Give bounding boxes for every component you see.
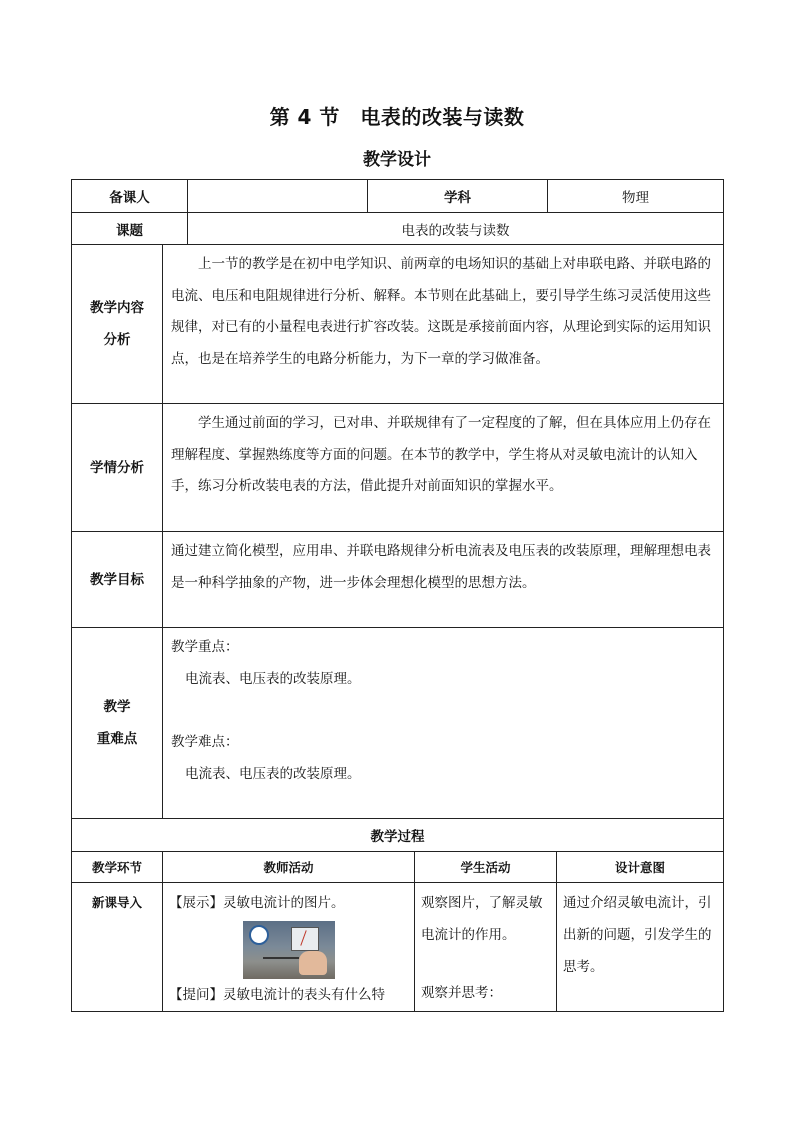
- objectives-text: 通过建立简化模型，应用串、并联电路规律分析电流表及电压表的改装原理，理解理想电表是一种科学抽象的产物，进一步体会理想化模型的思想方法。: [163, 532, 724, 628]
- content-analysis-label-line1: 教学内容: [90, 300, 144, 316]
- design-intent: 通过介绍灵敏电流计，引出新的问题，引发学生的思考。: [557, 883, 724, 1012]
- student-activity: [415, 883, 557, 1012]
- process-title: 教学过程: [72, 819, 724, 852]
- logo-mark: [249, 925, 269, 945]
- preparer-label: 备课人: [72, 180, 188, 213]
- topic-label: 课题: [72, 213, 188, 245]
- student-activity-line2: 观察并思考：: [421, 985, 502, 1001]
- wire: [263, 957, 299, 959]
- info-row: [72, 180, 724, 213]
- spacer: [421, 951, 550, 977]
- key-points-label: [72, 628, 163, 819]
- difficult-point-heading: 教学难点：: [171, 734, 239, 750]
- content-analysis-label: [72, 245, 163, 404]
- subject-label: 学科: [368, 180, 548, 213]
- key-points-row: [72, 628, 724, 819]
- key-point-text: 电流表、电压表的改装原理。: [185, 670, 361, 687]
- hand: [299, 951, 327, 975]
- student-analysis-label: 学情分析: [72, 404, 163, 532]
- teacher-activity-line2: 【提问】灵敏电流计的表头有什么特: [169, 987, 385, 1003]
- topic-value: 电表的改装与读数: [188, 213, 724, 245]
- teacher-activity: [163, 883, 415, 1012]
- spacer: [171, 695, 715, 727]
- key-points-label-line2: 重难点: [96, 731, 138, 747]
- preparer-value: [188, 180, 368, 213]
- objectives-label: 教学目标: [72, 532, 163, 628]
- process-row: [72, 883, 724, 1012]
- header-stage: 教学环节: [72, 852, 163, 883]
- process-title-row: [72, 819, 724, 852]
- content-analysis-label-line2: 分析: [103, 332, 131, 348]
- key-points-content: [163, 628, 724, 819]
- process-stage: 新课导入: [72, 883, 163, 1012]
- lesson-plan-table: [71, 179, 724, 1012]
- content-analysis-row: [72, 245, 724, 404]
- key-point-heading: 教学重点：: [171, 639, 239, 655]
- student-activity-line1: 观察图片，了解灵敏电流计的作用。: [421, 895, 543, 943]
- content-analysis-text: 上一节的教学是在初中电学知识、前两章的电场知识的基础上对串联电路、并联电路的电流、电压和电阻规律进行分析、解释。本节则在此基础上，要引导学生练习灵活使用这些规律，对已有的小量程电表进行扩容改装。这既是承接前面内容，从理论到实际的运用知识点，也是在培养学生的电路分析能力，为下一章的学习做准备。: [163, 245, 724, 404]
- galvanometer-photo: [243, 921, 335, 979]
- student-analysis-text: 学生通过前面的学习，已对串、并联规律有了一定程度的了解，但在具体应用上仍存在理解程度、掌握熟练度等方面的问题。在本节的教学中，学生将从对灵敏电流计的认知入手，练习分析改装电表的方法，借此提升对前面知识的掌握水平。: [163, 404, 724, 532]
- header-student: 学生活动: [415, 852, 557, 883]
- teacher-activity-line1: 【展示】灵敏电流计的图片。: [169, 895, 345, 911]
- header-teacher: 教师活动: [163, 852, 415, 883]
- difficult-point-text: 电流表、电压表的改装原理。: [185, 765, 361, 782]
- process-header-row: [72, 852, 724, 883]
- key-points-label-line1: 教学: [103, 699, 131, 715]
- student-analysis-row: [72, 404, 724, 532]
- page-title: 第 4 节 电表的改装与读数: [269, 105, 525, 129]
- topic-row: [72, 213, 724, 245]
- header-intent: 设计意图: [557, 852, 724, 883]
- subject-value: 物理: [548, 180, 724, 213]
- objectives-row: [72, 532, 724, 628]
- document-subtitle: 教学设计: [363, 150, 431, 170]
